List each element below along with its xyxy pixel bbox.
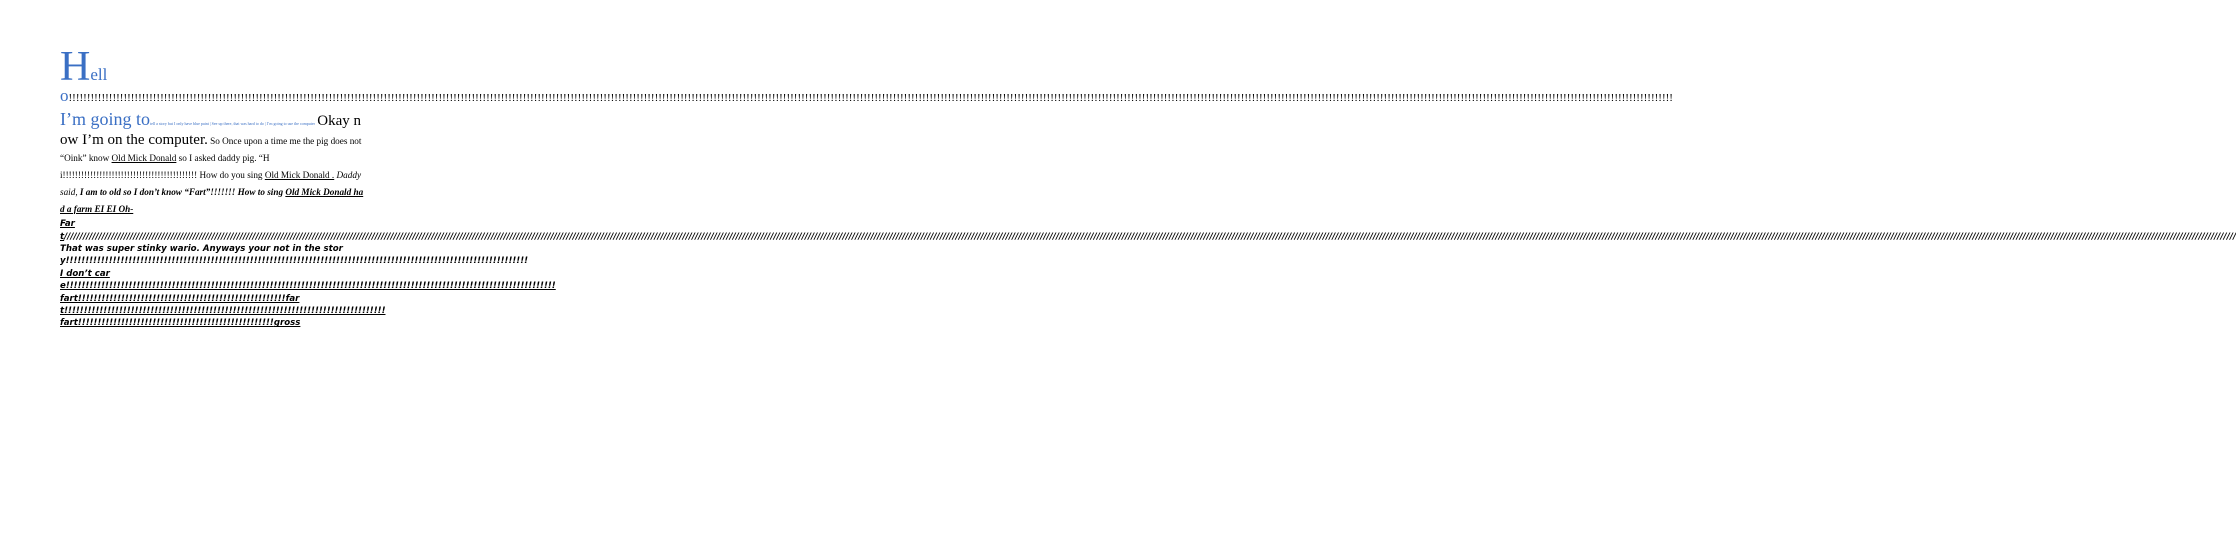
hello-paragraph — [60, 44, 1673, 107]
slashes: //////////////////////////////////////////////////////////////////////////////////////////////////////////////////////////////////////////////////////////////////////////////////////////////////////////////////////////////////////////////////////////////////////////////////////////////////////////////////////////////////////////////////////////////////////////////////////////////////////////////////////////////////////////////////////////////////////////////////////////////////////////////////////////////////////////////////////////////////////////////////////////////////////////////////////////////////////////////////////////////////////////////////////////////////////////////////// — [64, 231, 2236, 242]
farm-line: Old Mick Donald had a farm EI EI Oh- — [60, 187, 364, 215]
hello-bangs: !!!!!!!!!!!!!!!!!!!!!!!!!!!!!!!!!!!!!!!!!!!!!!!!!!!!!!!!!!!!!!!!!!!!!!!!!!!!!!!!!!!!!!!!!!!!!!!!!!!!!!!!!!!!!!!!!!!!!!!!!!!!!!!!!!!!!!!!!!!!!!!!!!!!!!!!!!!!!!!!!!!!!!!!!!!!!!!!!!!!!!!!!!!!!!!!!!!!!!!!!!!!!!!!!!!!!!!!!!!!!!!!!!!!!!!!!!!!!!!!!!!!!!!!!!!!!!!!!!!!!!!!!!!!!!!!!!!!!!!!!!!!!!!!!!!!!!!!!!!!!!!!!!!!!!!!!!!!!!!!!!!!!!!!!!!!!!!!!!!!!!!!!!!!!!!!!!!!!!!!!!!!!!!!!!!!!!!!!!!!!!!!!!!!!!!!!!!!!!!!!!!!!!!!!!!!!!!!!!!!!!!!!!!!!!!!!!!!!! — [68, 91, 1673, 104]
daddy-said: Daddy said, — [60, 170, 362, 198]
document-page — [60, 44, 2236, 532]
story-paragraph — [60, 111, 364, 218]
old-mick-donald-1: Old Mick Donald — [111, 153, 177, 164]
okay-text: Okay now I’m on the computer. — [60, 113, 362, 149]
fart-word: Fart — [60, 219, 75, 242]
super-text: That was super stinky wario. Anyways your not in the story!!!!!!!!!!!!!!!!!!!!!!!!!!!!!!!!!!!!!!!!!!!!!!!!!!!!!!!!!!!!!!!!!!!!!!!!!!!!!!!!!!!!!!!!!!!!!!!!!!!!!!!!!!!!!!!!!!!!!! — [60, 244, 529, 267]
daddy-quote: I am to old so I don’t know “Fart”!!!!!!! How to sing — [79, 187, 286, 198]
old-mick-donald-2: Old Mick Donald . — [264, 170, 335, 181]
hello-initial: H — [60, 44, 91, 90]
gross-text: gross — [273, 318, 301, 329]
dont-care-text: I don’t care!!!!!!!!!!!!!!!!!!!!!!!!!!!!!!!!!!!!!!!!!!!!!!!!!!!!!!!!!!!!!!!!!!!!!!!!!!!!!!!!!!!!!!!!!!!!!!!!!!!!!!!!!!!!!!!!!!!!!!!!!!!!!fart!!!!!!!!!!!!!!!!!!!!!!!!!!!!!!!!!!!!!!!!!!!!!!!!!!!!!fart!!!!!!!!!!!!!!!!!!!!!!!!!!!!!!!!!!!!!!!!!!!!!!!!!!!!!!!!!!!!!!!!!!!!!!!!!!!!!!!!!!fart!!!!!!!!!!!!!!!!!!!!!!!!!!!!!!!!!!!!!!!!!!!!!!!!!! — [60, 268, 556, 329]
asked-text: so I asked daddy pig. “Hi!!!!!!!!!!!!!!!!!!!!!!!!!!!!!!!!!!!!!!!!!!!! How do you sing — [60, 153, 270, 181]
tiny-note: tell a story but I only have blue paint | See up there, that was hard to do | I’m going to use the computer — [150, 121, 316, 127]
going-heading: I’m going to — [60, 109, 150, 130]
hello-rest: ello — [60, 65, 108, 105]
so-text: So Once upon a time me the pig does not “Oink” know — [60, 136, 362, 164]
fart-paragraph — [60, 218, 2236, 330]
